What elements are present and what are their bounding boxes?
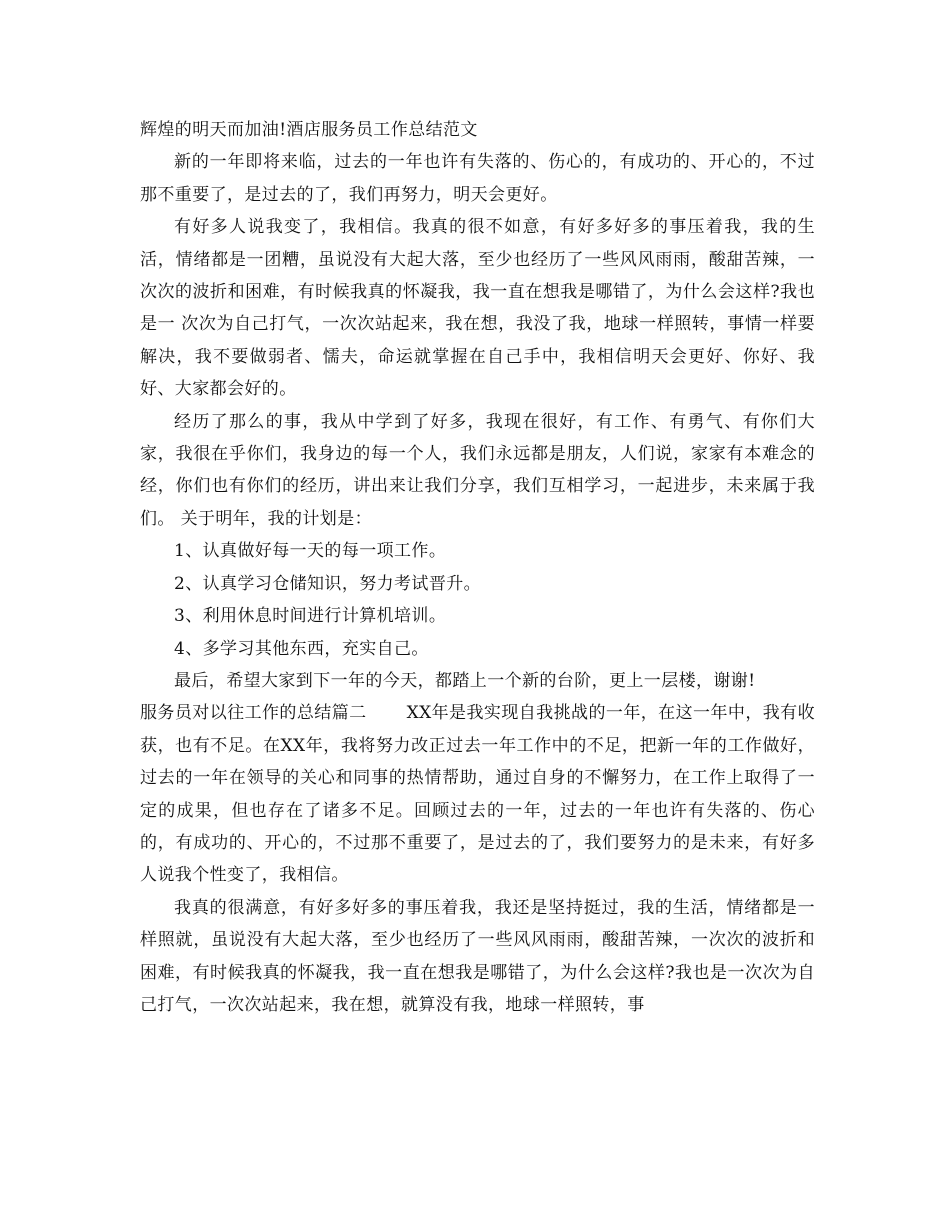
plan-item: 1、认真做好每一天的每一项工作。 — [174, 541, 447, 562]
document-title: 辉煌的明天而加油!酒店服务员工作总结范文 — [140, 120, 478, 140]
plan-item: 2、认真学习仓储知识，努力考试晋升。 — [174, 573, 482, 594]
plan-item: 4、多学习其他东西，充实自己。 — [174, 638, 429, 659]
plan-item: 3、利用休息时间进行计算机培训。 — [174, 606, 447, 627]
paragraph: 有好多人说我变了，我相信。我真的很不如意，有好多好多的事压着我，我的生活，情绪都是一团糟，虽说没有大起大落，至少也经历了一些风风雨雨，酸甜苦辣，一次次的波折和困难，有时候我真的怀凝我，我一直在想我是哪错了，为什么会这样?我也是一 次次为自己打气，一次次站起来，我在想，我没了我，地球一样照转，事情一样要解决，我不要做弱者、懦夫，命运就掌握在自己手中，我相信明天会更好、你好、我好、大家都会好的。 — [140, 217, 815, 400]
closing-paragraph: 最后，希望大家到下一年的今天，都踏上一个新的台阶，更上一层楼，谢谢! — [174, 670, 756, 691]
paragraph: 我真的很满意，有好多好多的事压着我，我还是坚持挺过，我的生活，情绪都是一样照就，虽说没有大起大落，至少也经历了一些风风雨雨，酸甜苦辣，一次次的波折和困难，有时候我真的怀凝我，我一直在想我是哪错了，为什么会这样?我也是一次次为自己打气，一次次站起来，我在想，就算没有我，地球一样照转，事 — [140, 897, 815, 1015]
paragraph: 经历了那么的事，我从中学到了好多，我现在很好，有工作、有勇气、有你们大家，我很在乎你们，我身边的每一个人，我们永远都是朋友，人们说，家家有本难念的经，你们也有你们的经历，讲出来让我们分享，我们互相学习，一起进步，未来属于我们。 关于明年，我的计划是： — [140, 411, 815, 529]
section2-heading: 服务员对以往工作的总结篇二 — [140, 703, 367, 724]
document-body — [140, 114, 815, 1021]
paragraph: 新的一年即将来临，过去的一年也许有失落的、伤心的，有成功的、开心的，不过那不重要了，是过去的了，我们再努力，明天会更好。 — [140, 152, 815, 205]
section2-intro-paragraph — [140, 697, 815, 891]
section2-intro: XX年是我实现自我挑战的一年，在这一年中，我有收获，也有不足。在XX年，我将努力改正过去一年工作中的不足，把新一年的工作做好，过去的一年在领导的关心和同事的热情帮助，通过自身的不懈努力，在工作上取得了一定的成果，但也存在了诸多不足。回顾过去的一年，过去的一年也许有失落的、伤心的，有成功的、开心的，不过那不重要了，是过去的了，我们要努力的是未来，有好多人说我个性变了，我相信。 — [140, 703, 816, 886]
